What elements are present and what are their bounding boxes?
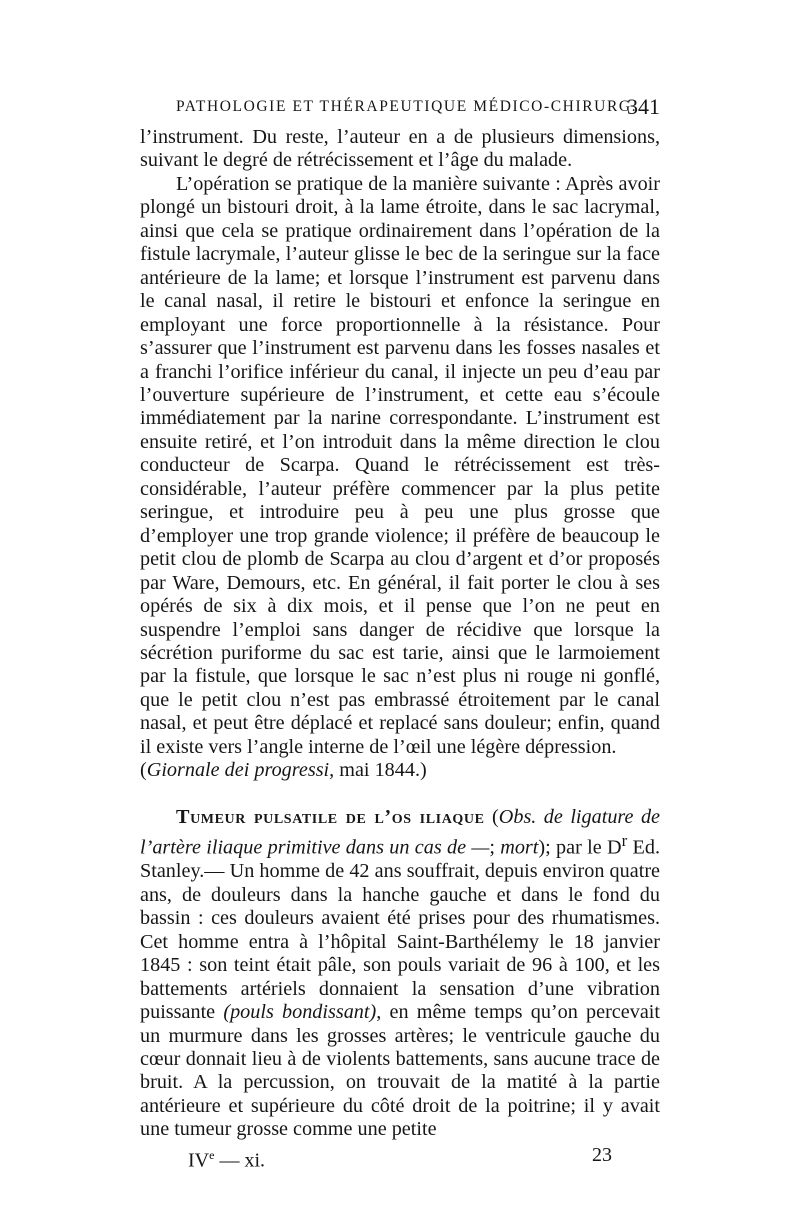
article-note-italic-1: Obs. de ligature de l’artère iliaque primitive dans un cas de —: [140, 805, 661, 859]
article-note-close: );: [538, 836, 557, 859]
paragraph-continued: l’instrument. Du reste, l’auteur en a de plusieurs dimensions, suivant le degré de rétrécissement et l’âge du malade.: [140, 126, 660, 172]
signature-sup: e: [209, 1147, 215, 1162]
body-text: [140, 126, 660, 1142]
author-sup: r: [621, 831, 628, 851]
author-name: Ed. Stanley.—: [140, 836, 661, 883]
article-paragraph: [140, 806, 660, 1142]
citation: [140, 759, 660, 782]
author-prefix: par le D: [556, 836, 622, 859]
article-text-italic: (pouls bondissant): [223, 1001, 377, 1024]
article-note-italic-2: mort: [500, 836, 539, 859]
page-footer: [140, 1142, 660, 1172]
signature-rest: — xi.: [214, 1149, 265, 1172]
book-page: [140, 92, 661, 1172]
signature-mark: [188, 1142, 265, 1174]
citation-journal: Giornale dei progressi,: [146, 759, 335, 782]
paragraph-operation: L’opération se pratique de la manière suivante : Après avoir plongé un bistouri droit, à la lame étroite, dans le sac lacrymal, ainsi que cela se pratique ordinairement dans l’opération de la fistule lacrymale, l’auteur glisse le bec de la seringue sur la face antérieure de la lame; et lorsque l’instrument est parvenu dans le canal nasal, il retire le bistouri et enfonce la seringue en employant une force proportionnelle à la résistance. Pour s’assurer que l’instrument est parvenu dans les fosses nasales et a franchi l’orifice inférieur du canal, il injecte un peu d’eau par l’ouverture supérieure de l’instrument, et cette eau s’écoule immédiatement par la narine correspondante. L’instrument est ensuite retiré, et l’on introduit dans la même direction le clou conducteur de Scarpa. Quand le rétrécissement est très-considérable, l’auteur préfère commencer par la plus petite seringue, et introduire peu à peu une plus grosse que d’employer une trop grande violence; il préfère de beaucoup le petit clou de plomb de Scarpa au clou d’argent et d’or proposés par Ware, Demours, etc. En général, il fait porter le clou à ses opérés de six à dix mois, et il pense que l’on ne peut en suspendre l’emploi sans danger de récidive que lorsque la sécrétion puriforme du sac est tarie, ainsi que le larmoiement par la fistule, que lorsque le sac n’est plus ni rouge ni gonflé, que le petit clou n’est pas embrassé étroitement par le canal nasal, et peut être déplacé et replacé sans douleur; enfin, quand il existe vers l’angle interne de l’œil une légère dépression.: [140, 172, 660, 758]
article-note-open: (: [484, 805, 499, 828]
citation-rest: mai 1844.): [334, 759, 427, 782]
running-title: PATHOLOGIE ET THÉRAPEUTIQUE MÉDICO-CHIRURG.: [176, 98, 638, 115]
article-title: Tumeur pulsatile de l’os iliaque: [176, 805, 485, 828]
running-head: [140, 92, 660, 122]
sheet-number: 23: [592, 1143, 612, 1166]
page-number: 341: [627, 94, 660, 119]
section-gap: [140, 783, 660, 806]
article-text-2: , en même temps qu’on percevait un murmure dans les grosses artères; le ventricule gauche du cœur donnait lieu à de violents battements, sans aucune trace de bruit. A la percussion, on trouvait de la matité à la partie antérieure et supérieure du côté droit de la poitrine; il y avait une tumeur grosse comme une petite: [140, 1001, 661, 1141]
article-note-sep: ;: [489, 836, 501, 859]
citation-open: (: [140, 759, 147, 782]
signature-base: IV: [188, 1149, 210, 1172]
article-text-1: Un homme de 42 ans souffrait, depuis environ quatre ans, de douleurs dans la hanche gauche et dans le fond du bassin : ces douleurs avaient été prises pour des rhumatismes. Cet homme entra à l’hôpital Saint-Barthélemy le 18 janvier 1845 : son teint était pâle, son pouls variait de 96 à 100, et les battements artériels donnaient la sensation d’une vibration puissante: [140, 860, 660, 1024]
